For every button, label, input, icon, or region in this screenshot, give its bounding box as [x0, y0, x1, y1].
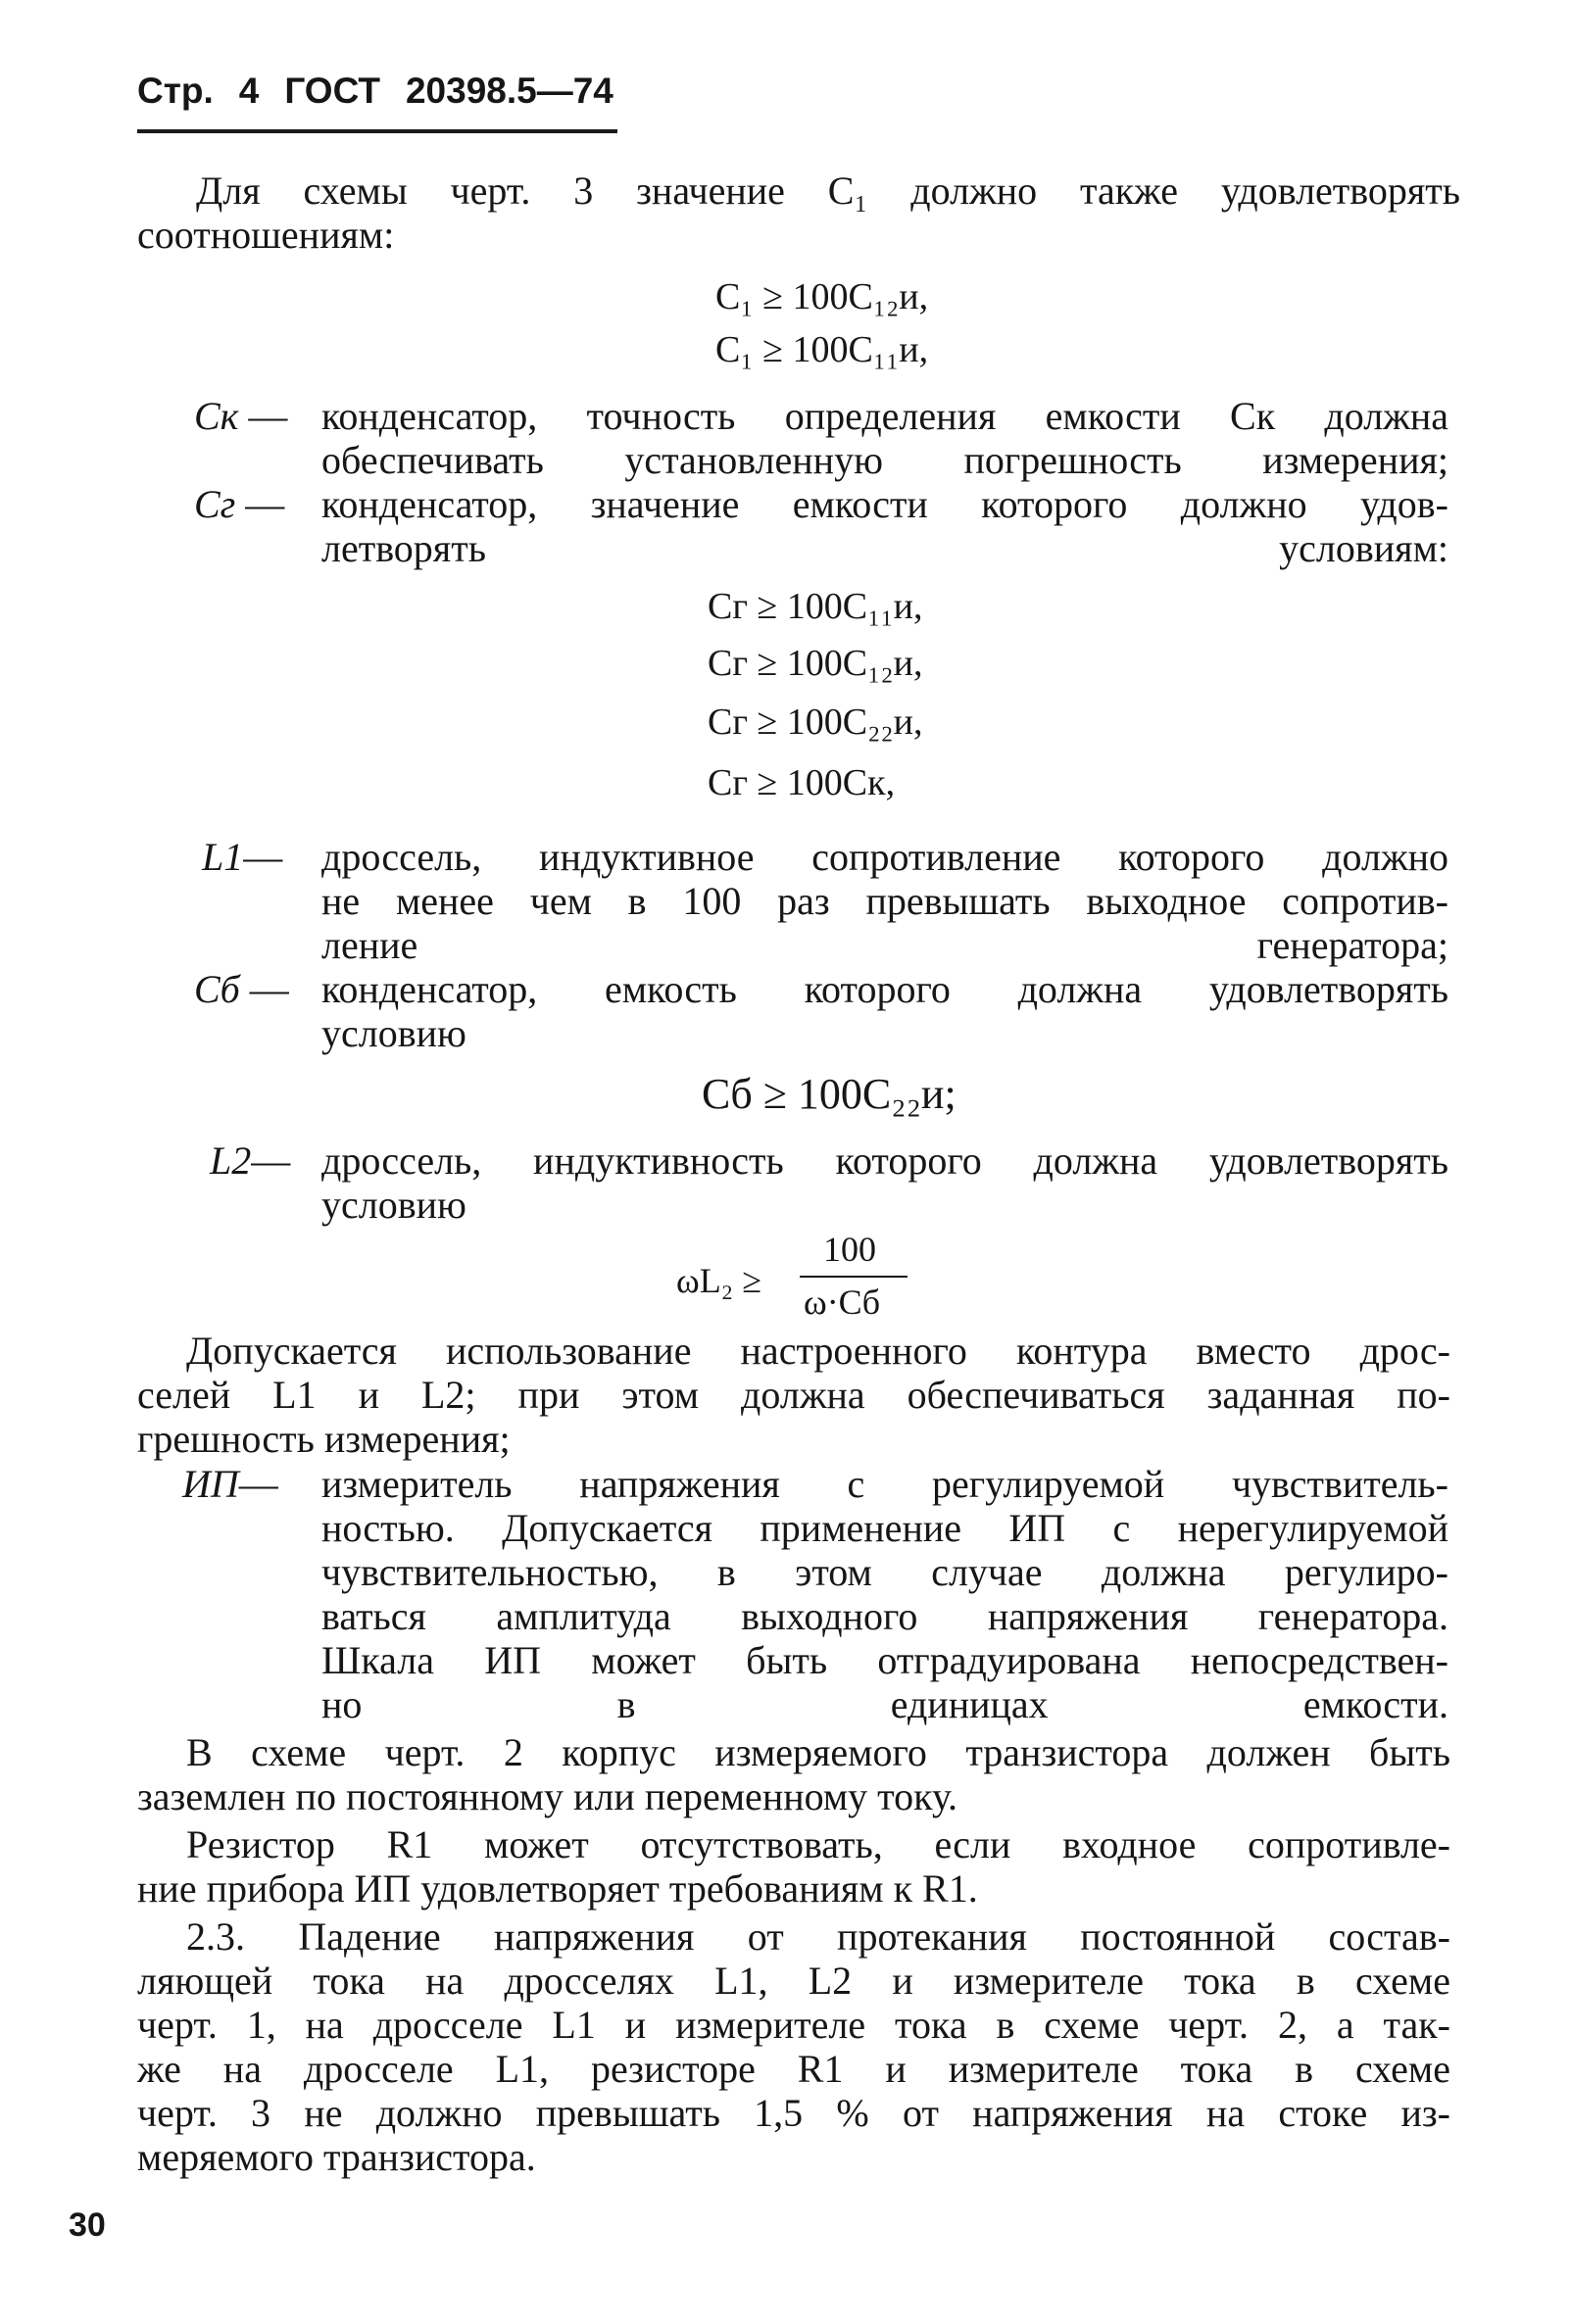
l2-line-2: условию [321, 1183, 466, 1227]
ip-line-5: Шкала ИП может быть отградуирована непосредствен- [321, 1638, 1448, 1682]
ck-symbol: Cк [194, 394, 239, 438]
ck-line-1: конденсатор, точность определения емкости Cк должна [321, 394, 1448, 438]
cg-line-1: конденсатор, значение емкости которого должно удов- [321, 482, 1448, 526]
sec23-line-6: меряемого транзистора. [137, 2135, 536, 2179]
l2-symbol: L2 [210, 1138, 252, 1183]
l2-dash: — [251, 1138, 291, 1183]
cb-line-2: условию [321, 1011, 466, 1055]
ck-dash: — [248, 394, 288, 438]
sec23-line-4: же на дросселе L1, резисторе R1 и измерителе тока в схеме [137, 2047, 1450, 2091]
ip-line-1: измеритель напряжения с регулируемой чувствитель- [321, 1462, 1448, 1506]
ip-label [182, 1462, 278, 1506]
r1-line-1: Резистор R1 может отсутствовать, если входное сопротивле- [186, 1822, 1450, 1866]
formula-cg-1: Cг ≥ 100C₁₁и, [708, 586, 923, 627]
standard-number: 20398.5—74 [405, 71, 613, 111]
cg-line-2: летворять условиям: [321, 526, 1448, 570]
ip-line-2: ностью. Допускается применение ИП с нерегулируемой [321, 1506, 1448, 1550]
l2-label [210, 1138, 290, 1183]
l1-symbol: L1 [202, 835, 244, 879]
ip-dash: — [238, 1462, 278, 1506]
intro-line-2: соотношениям: [137, 213, 395, 257]
formula-cb: Cб ≥ 100C₂₂и; [702, 1070, 957, 1118]
cg-label [194, 482, 284, 526]
page-number-bottom: 30 [69, 2206, 106, 2244]
cg-symbol: Cг [194, 482, 236, 526]
ck-line-2: обеспечивать установленную погрешность измерения; [321, 438, 1448, 482]
intro-line-1: Для схемы черт. 3 значение C₁ должно также удовлетворять [196, 169, 1460, 213]
l1-dash: — [243, 835, 283, 879]
ip-line-6: но в единицах емкости. [321, 1682, 1448, 1726]
l1-label [202, 835, 282, 879]
l1-line-3: ление генератора; [321, 923, 1448, 967]
header-rule [137, 129, 617, 133]
formula-l2 [676, 1230, 931, 1334]
formula-c1-1: C₁ ≥ 100C₁₂и, [715, 276, 929, 317]
formula-l2-lhs: ωL₂ ≥ [676, 1261, 761, 1300]
sec23-line-2: ляющей тока на дросселях L1, L2 и измерителе тока в схеме [137, 1959, 1450, 2003]
ck-label [194, 394, 287, 438]
formula-c1-2: C₁ ≥ 100C₁₁и, [715, 329, 929, 370]
l1-line-2: не менее чем в 100 раз превышать выходное сопротив- [321, 879, 1448, 923]
scheme2-line-1: В схеме черт. 2 корпус измеряемого транзистора должен быть [186, 1730, 1450, 1774]
cg-dash: — [245, 482, 285, 526]
standard-label: ГОСТ [284, 71, 380, 111]
sec23-line-1: 2.3. Падение напряжения от протекания постоянной состав- [186, 1914, 1450, 1959]
cb-label [194, 967, 289, 1011]
cb-line-1: конденсатор, емкость которого должна удовлетворять [321, 967, 1448, 1011]
scheme2-line-2: заземлен по постоянному или переменному току. [137, 1774, 957, 1818]
fraction-bar [800, 1276, 908, 1278]
formula-l2-numerator: 100 [823, 1230, 876, 1269]
sec23-line-3: черт. 1, на дросселе L1 и измерителе тока в схеме черт. 2, а так- [137, 2003, 1450, 2047]
page-number-top: 4 [238, 71, 260, 111]
l2-line-1: дроссель, индуктивность которого должна удовлетворять [321, 1138, 1448, 1183]
allow-line-2: селей L1 и L2; при этом должна обеспечиваться заданная по- [137, 1373, 1450, 1417]
formula-cg-2: Cг ≥ 100C₁₂и, [708, 643, 923, 684]
r1-line-2: ние прибора ИП удовлетворяет требованиям к R1. [137, 1866, 978, 1911]
ip-line-4: ваться амплитуда выходного напряжения генератора. [321, 1594, 1448, 1638]
cb-symbol: Cб [194, 967, 240, 1011]
page-label: Стр. [137, 71, 214, 111]
cb-dash: — [249, 967, 289, 1011]
ip-symbol: ИП [182, 1462, 239, 1506]
sec23-line-5: черт. 3 не должно превышать 1,5 % от напряжения на стоке из- [137, 2091, 1450, 2135]
allow-line-1: Допускается использование настроенного контура вместо дрос- [186, 1329, 1450, 1373]
page-header [137, 71, 639, 129]
formula-l2-denominator: ω·Cб [804, 1283, 881, 1322]
l1-line-1: дроссель, индуктивное сопротивление которого должно [321, 835, 1448, 879]
formula-cg-3: Cг ≥ 100C₂₂и, [708, 702, 923, 743]
allow-line-3: грешность измерения; [137, 1417, 511, 1461]
ip-line-3: чувствительностью, в этом случае должна регулиро- [321, 1550, 1448, 1594]
formula-cg-4: Cг ≥ 100Cк, [708, 762, 896, 803]
